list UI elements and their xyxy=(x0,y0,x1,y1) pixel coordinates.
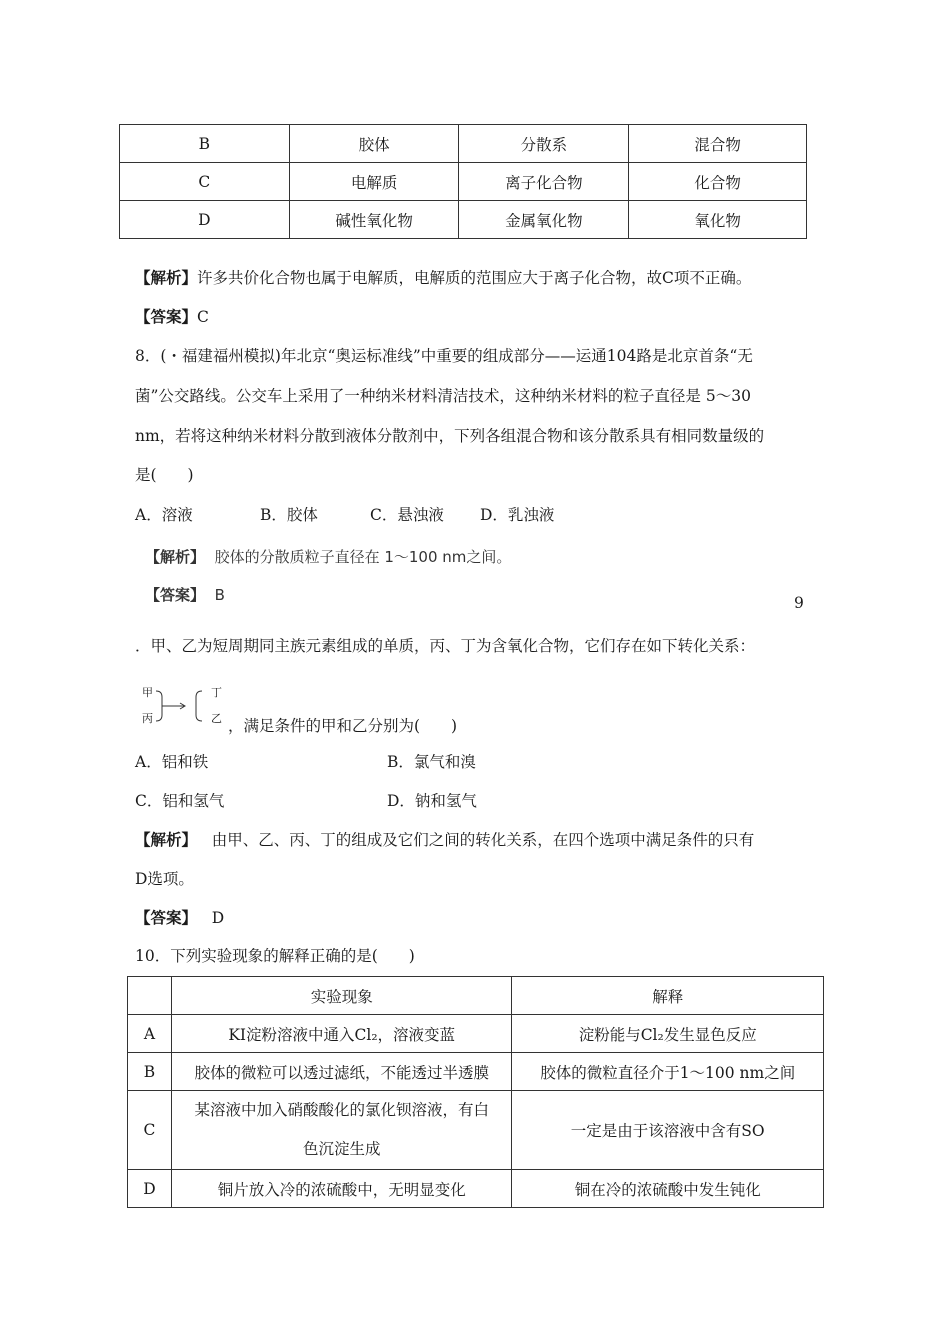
diagram-label-jia: 甲 xyxy=(142,686,153,699)
table-cell: 氧化物 xyxy=(629,201,807,239)
diagram-label-yi: 乙 xyxy=(211,712,222,725)
q9-option-b: B．氯气和溴 xyxy=(387,753,476,771)
table-row xyxy=(128,1053,824,1091)
table-row xyxy=(120,125,807,163)
row-label: B xyxy=(128,1053,172,1091)
analysis-label: 【解析】 xyxy=(135,830,198,849)
q9-stem: ．甲、乙为短周期同主族元素组成的单质，丙、丁为含氧化合物，它们存在如下转化关系： xyxy=(135,637,756,655)
explanation-cell: 淀粉能与Cl₂发生显色反应 xyxy=(512,1015,824,1053)
q8-line1: 8．(・福建福州模拟)年北京“奥运标准线”中重要的组成部分——运通104路是北京首条“无 xyxy=(135,347,753,365)
explanation-cell: 一定是由于该溶液中含有SO xyxy=(512,1091,824,1170)
table-cell: B xyxy=(120,125,290,163)
q8-option-d: D．乳浊液 xyxy=(480,506,555,524)
q9-analysis-line2: D选项。 xyxy=(135,870,194,888)
q9-number: 9 xyxy=(794,594,804,612)
table-cell: 混合物 xyxy=(629,125,807,163)
answer-label: 【答案】 xyxy=(135,307,198,326)
table-cell: 碱性氧化物 xyxy=(289,201,459,239)
table-header-cell xyxy=(128,977,172,1015)
analysis-text: 许多共价化合物也属于电解质，电解质的范围应大于离子化合物，故C项不正确。 xyxy=(197,269,752,287)
table-cell: D xyxy=(120,201,290,239)
q8-option-b: B．胶体 xyxy=(260,506,318,524)
diagram-arrow-icon xyxy=(140,684,235,728)
table-row xyxy=(120,201,807,239)
conversion-diagram xyxy=(140,684,235,728)
q8-line3: nm，若将这种纳米材料分散到液体分散剂中，下列各组混合物和该分散系具有相同数量级的 xyxy=(135,427,765,445)
analysis-text: 胶体的分散质粒子直径在 1～100 nm之间。 xyxy=(214,548,512,566)
table-header-cell: 解释 xyxy=(512,977,824,1015)
q8-line4: 是( ) xyxy=(135,466,194,484)
explanation-cell: 铜在冷的浓硫酸中发生钝化 xyxy=(512,1170,824,1208)
table-cell: C xyxy=(120,163,290,201)
diagram-label-bing: 丙 xyxy=(142,712,153,725)
q7-answer xyxy=(135,305,209,327)
phenomenon-line2: 色沉淀生成 xyxy=(302,1140,381,1158)
table-row xyxy=(128,1170,824,1208)
row-label: D xyxy=(128,1170,172,1208)
answer-text: D xyxy=(211,909,225,927)
classification-table xyxy=(119,124,807,239)
q9-answer xyxy=(135,906,224,928)
q8-option-a: A．溶液 xyxy=(135,506,193,524)
answer-text: C xyxy=(197,308,209,326)
q7-analysis xyxy=(135,266,751,288)
explanation-cell: 胶体的微粒直径介于1～100 nm之间 xyxy=(512,1053,824,1091)
table-cell: 离子化合物 xyxy=(459,163,629,201)
experiment-table xyxy=(127,976,824,1208)
q9-stem-tail: ，满足条件的甲和乙分别为( ) xyxy=(228,717,458,735)
table-row xyxy=(120,163,807,201)
table-cell: 分散系 xyxy=(459,125,629,163)
table-row xyxy=(128,1091,824,1170)
q10-stem: 10．下列实验现象的解释正确的是( ) xyxy=(135,947,415,965)
table-cell: 化合物 xyxy=(629,163,807,201)
q8-analysis xyxy=(145,546,511,567)
phenomenon-cell xyxy=(171,1091,511,1170)
q8-option-c: C．悬浊液 xyxy=(370,506,444,524)
q8-answer xyxy=(145,584,225,605)
q9-option-c: C．铝和氢气 xyxy=(135,792,225,810)
answer-label: 【答案】 xyxy=(135,908,198,927)
table-cell: 电解质 xyxy=(289,163,459,201)
row-label: A xyxy=(128,1015,172,1053)
phenomenon-cell: 胶体的微粒可以透过滤纸，不能透过半透膜 xyxy=(171,1053,511,1091)
answer-label: 【答案】 xyxy=(145,586,206,604)
answer-text: B xyxy=(214,586,225,604)
table-header-row xyxy=(128,977,824,1015)
phenomenon-cell: KI淀粉溶液中通入Cl₂，溶液变蓝 xyxy=(171,1015,511,1053)
q8-line2: 菌”公交路线。公交车上采用了一种纳米材料清洁技术，这种纳米材料的粒子直径是 5～30 xyxy=(135,387,751,405)
table-cell: 金属氧化物 xyxy=(459,201,629,239)
diagram-label-ding: 丁 xyxy=(211,686,222,699)
q9-option-a: A．铝和铁 xyxy=(135,753,209,771)
analysis-label: 【解析】 xyxy=(135,268,198,287)
table-cell: 胶体 xyxy=(289,125,459,163)
analysis-text: 由甲、乙、丙、丁的组成及它们之间的转化关系，在四个选项中满足条件的只有 xyxy=(211,831,755,849)
q9-option-d: D．钠和氢气 xyxy=(387,792,477,810)
phenomenon-cell: 铜片放入冷的浓硫酸中，无明显变化 xyxy=(171,1170,511,1208)
row-label: C xyxy=(128,1091,172,1170)
phenomenon-line1: 某溶液中加入硝酸酸化的氯化钡溶液，有白 xyxy=(194,1101,489,1119)
q9-analysis xyxy=(135,828,754,850)
analysis-label: 【解析】 xyxy=(145,548,206,566)
table-row xyxy=(128,1015,824,1053)
table-header-cell: 实验现象 xyxy=(171,977,511,1015)
